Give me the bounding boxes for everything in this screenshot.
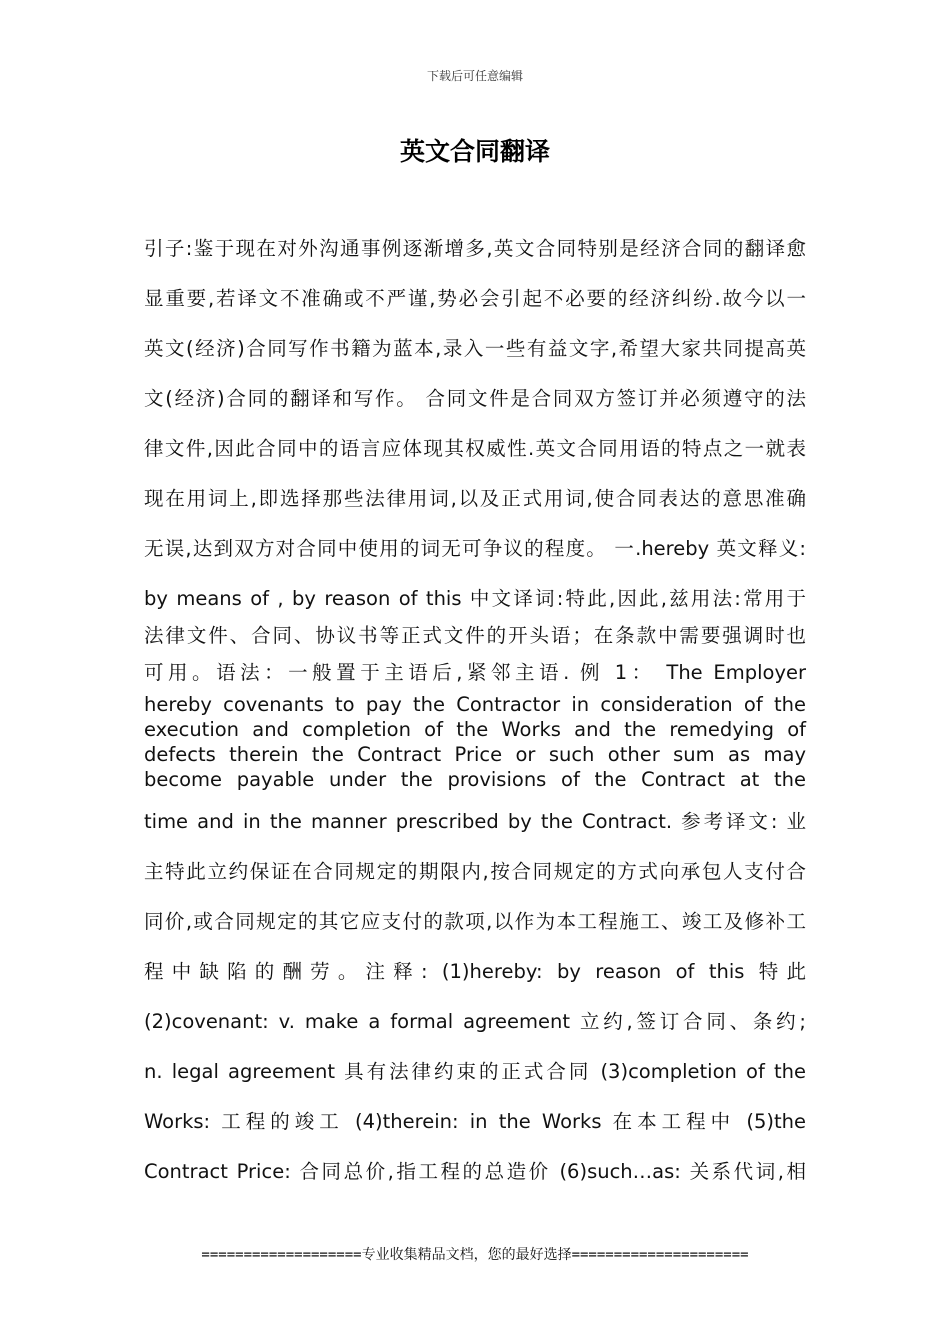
document-title: 英文合同翻译	[399, 137, 550, 166]
body-line: 主特此立约保证在合同规定的期限内,按合同规定的方式向承包人支付合	[144, 860, 806, 883]
body-line: n. legal agreement 具有法律约束的正式合同 (3)completion of the	[144, 1060, 806, 1083]
body-line: 程中缺陷的酬劳。注释: (1)hereby: by reason of this 特此	[144, 960, 806, 983]
page-footer: ===================专业收集精品文档，您的最好选择=====================	[201, 1247, 749, 1263]
body-line: 法律文件、合同、协议书等正式文件的开头语；在条款中需要强调时也	[144, 624, 806, 647]
page-header: 下载后可任意编辑	[426, 69, 523, 83]
body-line: time and in the manner prescribed by the Contract. 参考译文: 业	[144, 810, 806, 833]
body-line: hereby covenants to pay the Contractor in consideration of the	[144, 693, 806, 716]
body-line: 引子:鉴于现在对外沟通事例逐渐增多,英文合同特别是经济合同的翻译愈	[144, 237, 806, 260]
body-line: defects therein the Contract Price or such other sum as may	[144, 743, 806, 766]
body-line: Contract Price: 合同总价,指工程的总造价 (6)such…as: 关系代词,相	[144, 1160, 806, 1183]
body-line: by means of , by reason of this 中文译词:特此,因此,兹用法:常用于	[144, 587, 806, 610]
body-line: Works: 工程的竣工 (4)therein: in the Works 在本工程中 (5)the	[144, 1110, 806, 1133]
body-line: 律文件,因此合同中的语言应体现其权威性.英文合同用语的特点之一就表	[144, 437, 806, 460]
body-line: 可用。语法：一般置于主语后,紧邻主语. 例 1： The Employer	[144, 661, 806, 684]
body-line: 文(经济)合同的翻译和写作。 合同文件是合同双方签订并必须遵守的法	[144, 387, 806, 410]
body-line: 同价,或合同规定的其它应支付的款项,以作为本工程施工、竣工及修补工	[144, 910, 806, 933]
body-line: 英文(经济)合同写作书籍为蓝本,录入一些有益文字,希望大家共同提高英	[144, 337, 806, 360]
body-line: 无误,达到双方对合同中使用的词无可争议的程度。 一.hereby 英文释义:	[144, 537, 806, 560]
body-line: 现在用词上,即选择那些法律用词,以及正式用词,使合同表达的意思准确	[144, 487, 806, 510]
body-line: execution and completion of the Works and the remedying of	[144, 718, 806, 741]
body-line: 显重要,若译文不准确或不严谨,势必会引起不必要的经济纠纷.故今以一	[144, 287, 806, 310]
body-line: (2)covenant: v. make a formal agreement 立约,签订合同、条约;	[144, 1010, 806, 1033]
body-line: become payable under the provisions of the Contract at the	[144, 768, 806, 791]
